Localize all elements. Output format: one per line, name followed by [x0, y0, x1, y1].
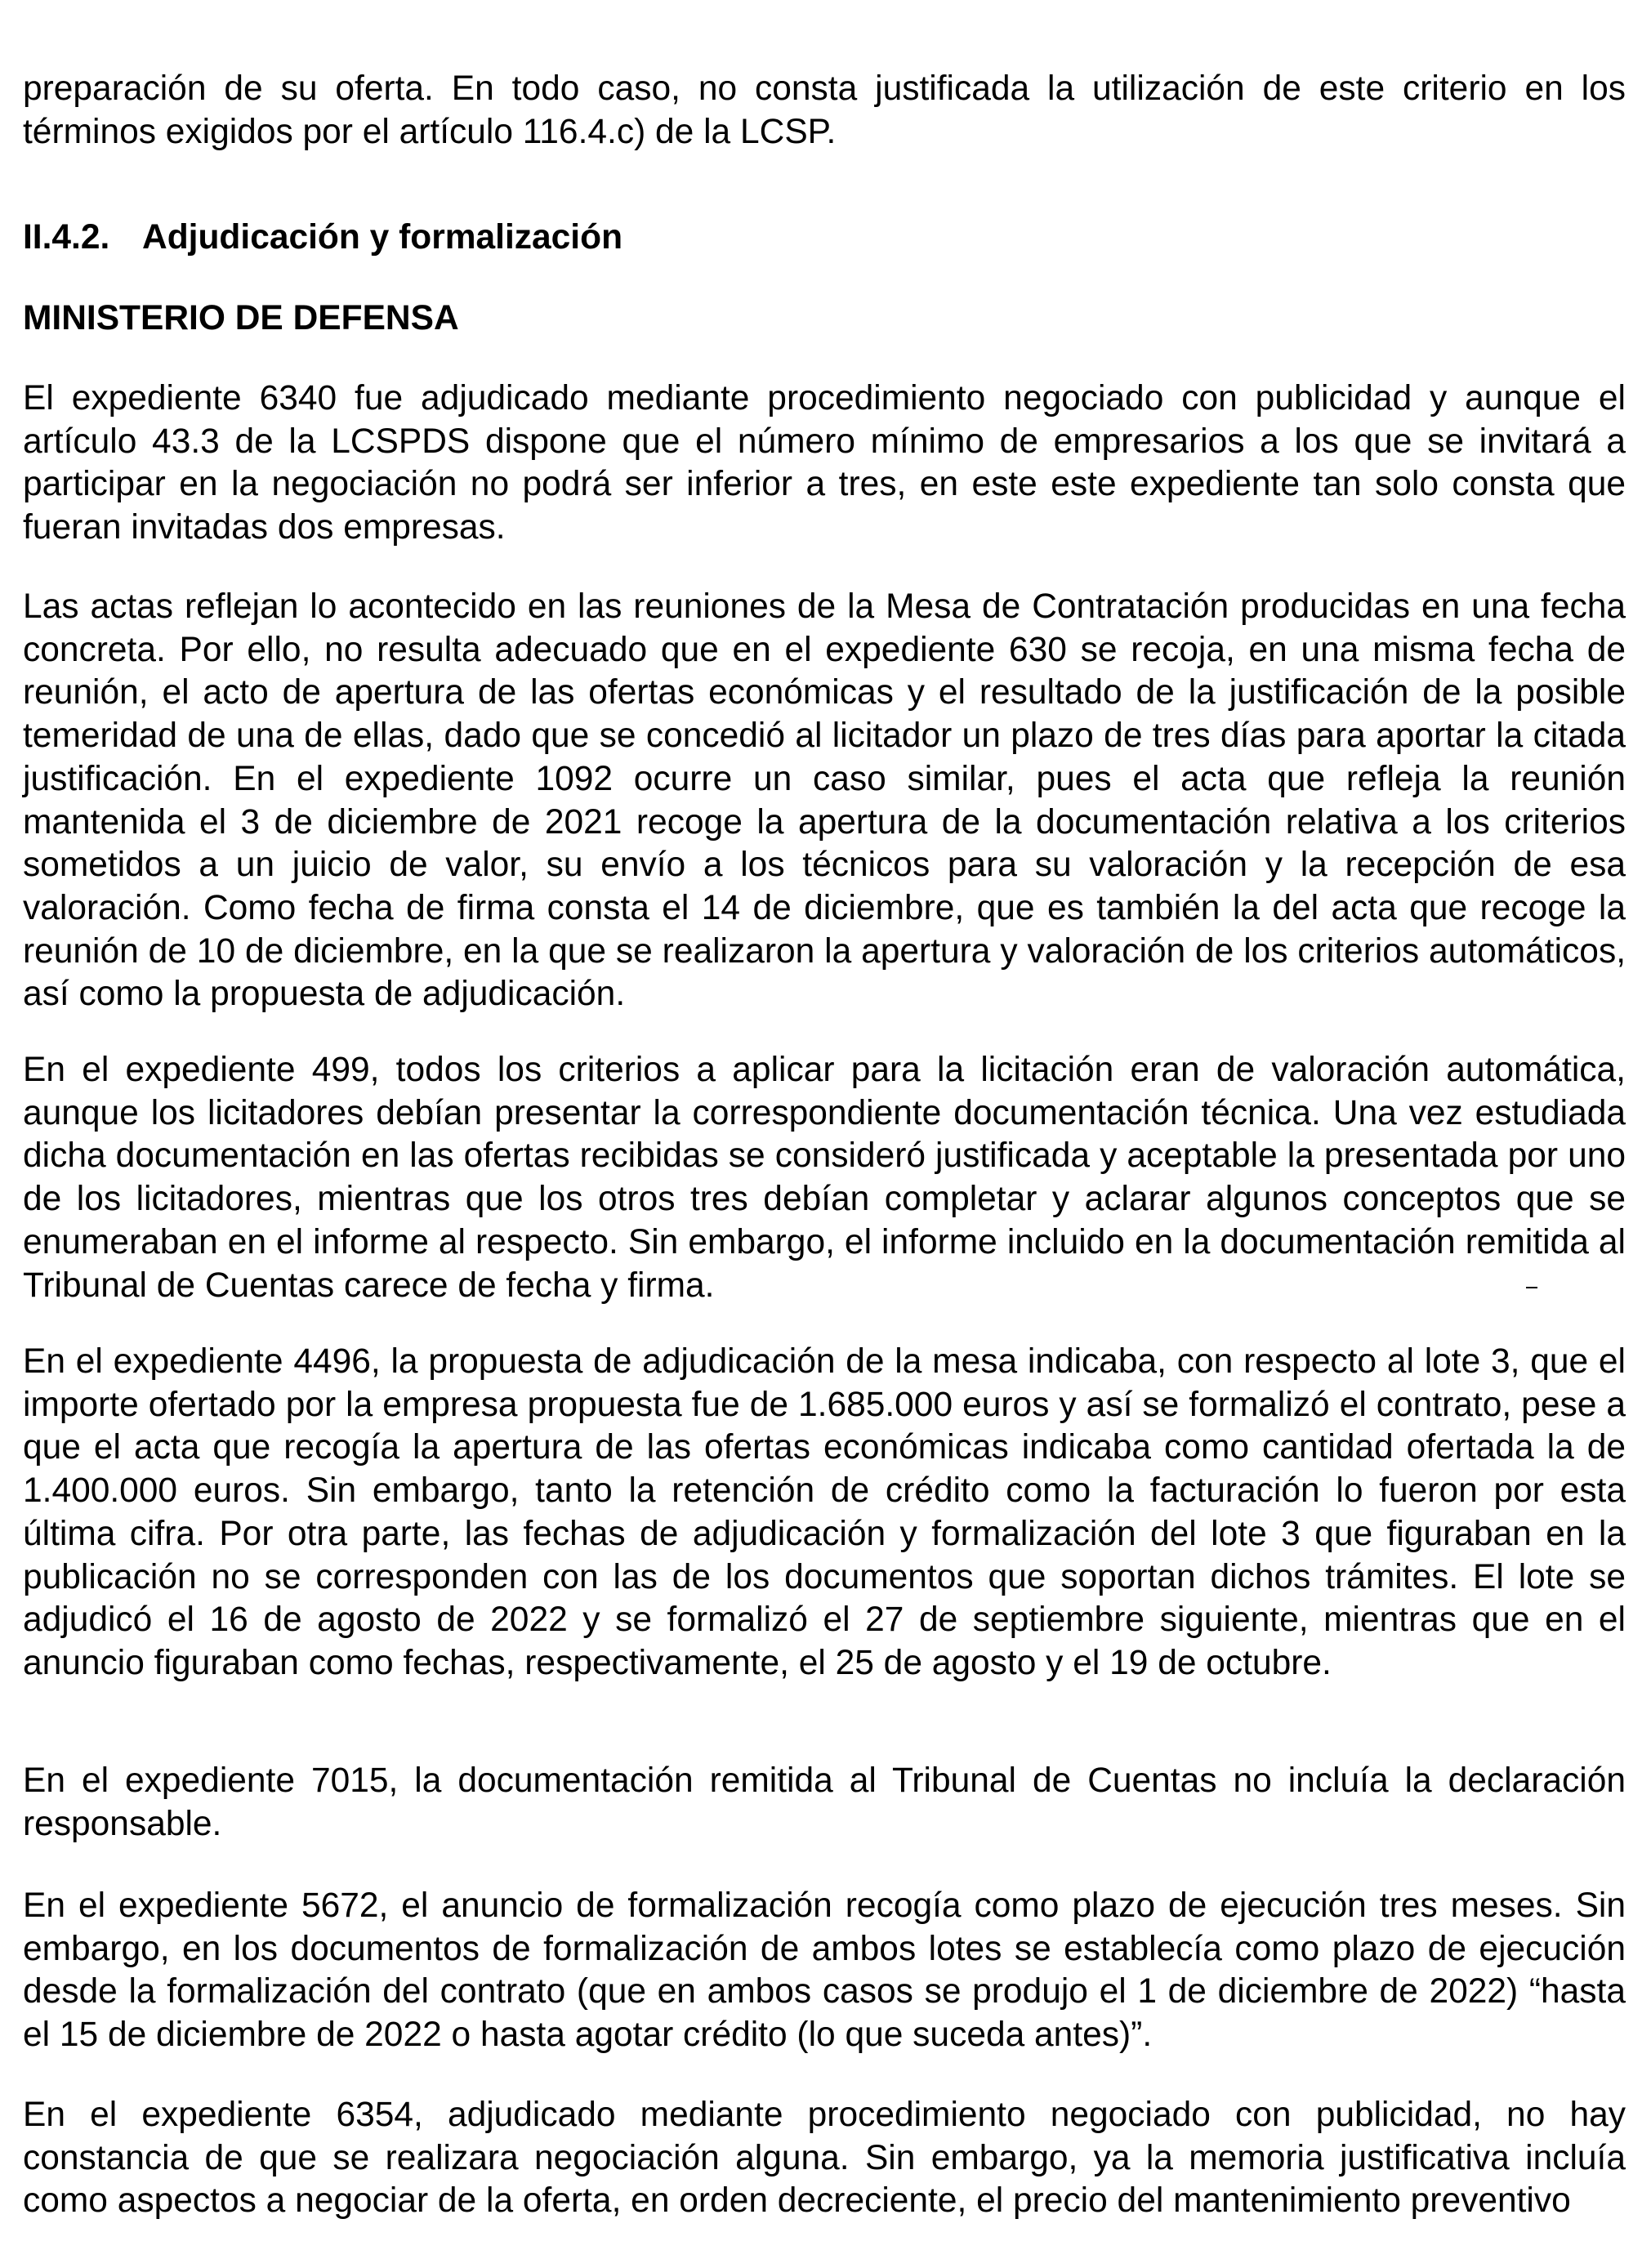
paragraph-expediente-6354: En el expediente 6354, adjudicado mediante procedimiento negociado con publicidad, no hay constancia de que se realizara negociación alguna. Sin embargo, ya la memoria justificativa incluía como aspectos a negociar de la oferta, en orden decreciente, el precio del mantenimiento preventivo: [23, 2096, 1626, 2221]
paragraph-expediente-6340: El expediente 6340 fue adjudicado mediante procedimiento negociado con publicidad y aunque el artículo 43.3 de la LCSPDS dispone que el número mínimo de empresarios a los que se invitará a participar en la negociación no podrá ser inferior a tres, en este este expediente tan solo consta que fueran invitadas dos empresas.: [23, 379, 1626, 547]
stray-dash-mark: [1526, 1287, 1537, 1288]
ministry-heading: MINISTERIO DE DEFENSA: [23, 299, 459, 337]
section-number: II.4.2.: [23, 218, 110, 257]
paragraph-expediente-499: En el expediente 499, todos los criterios a aplicar para la licitación eran de valoración automática, aunque los licitadores debían presentar la correspondiente documentación técnica. Una vez estudiada dicha documentación en las ofertas recibidas se consideró justificada y aceptable la presentada por uno de los licitadores, mientras que los otros tres debían completar y aclarar algunos conceptos que se enumeraban en el informe al respecto. Sin embargo, el informe incluido en la documentación remitida al Tribunal de Cuentas carece de fecha y firma.: [23, 1051, 1626, 1305]
section-title: Adjudicación y formalización: [142, 218, 623, 257]
document-page: [23, 0, 1626, 2268]
paragraph-expediente-4496: En el expediente 4496, la propuesta de adjudicación de la mesa indicaba, con respecto al lote 3, que el importe ofertado por la empresa propuesta fue de 1.685.000 euros y así se formalizó el contrato, pese a que el acta que recogía la apertura de las ofertas económicas indicaba como cantidad ofertada la de 1.400.000 euros. Sin embargo, tanto la retención de crédito como la facturación lo fueron por esta última cifra. Por otra parte, las fechas de adjudicación y formalización del lote 3 que figuraban en la publicación no se corresponden con las de los documentos que soportan dichos trámites. El lote se adjudicó el 16 de agosto de 2022 y se formalizó el 27 de septiembre siguiente, mientras que en el anuncio figuraban como fechas, respectivamente, el 25 de agosto y el 19 de octubre.: [23, 1342, 1626, 1682]
paragraph-intro-continuation: preparación de su oferta. En todo caso, no consta justificada la utilización de este criterio en los términos exigidos por el artículo 116.4.c) de la LCSP.: [23, 69, 1626, 151]
paragraph-expediente-5672: En el expediente 5672, el anuncio de formalización recogía como plazo de ejecución tres meses. Sin embargo, en los documentos de formalización de ambos lotes se establecía como plazo de ejecución desde la formalización del contrato (que en ambos casos se produjo el 1 de diciembre de 2022) “hasta el 15 de diciembre de 2022 o hasta agotar crédito (lo que suceda antes)”.: [23, 1886, 1626, 2055]
paragraph-actas-mesa: Las actas reflejan lo acontecido en las reuniones de la Mesa de Contratación producidas en una fecha concreta. Por ello, no resulta adecuado que en el expediente 630 se recoja, en una misma fecha de reunión, el acto de apertura de las ofertas económicas y el resultado de la justificación de la posible temeridad de una de ellas, dado que se concedió al licitador un plazo de tres días para aportar la citada justificación. En el expediente 1092 ocurre un caso similar, pues el acta que refleja la reunión mantenida el 3 de diciembre de 2021 recoge la apertura de la documentación relativa a los criterios sometidos a un juicio de valor, su envío a los técnicos para su valoración y la recepción de esa valoración. Como fecha de firma consta el 14 de diciembre, que es también la del acta que recoge la reunión de 10 de diciembre, en la que se realizaron la apertura y valoración de los criterios automáticos, así como la propuesta de adjudicación.: [23, 587, 1626, 1014]
section-heading: [23, 217, 622, 259]
paragraph-expediente-7015: En el expediente 7015, la documentación remitida al Tribunal de Cuentas no incluía la declaración responsable.: [23, 1761, 1626, 1843]
